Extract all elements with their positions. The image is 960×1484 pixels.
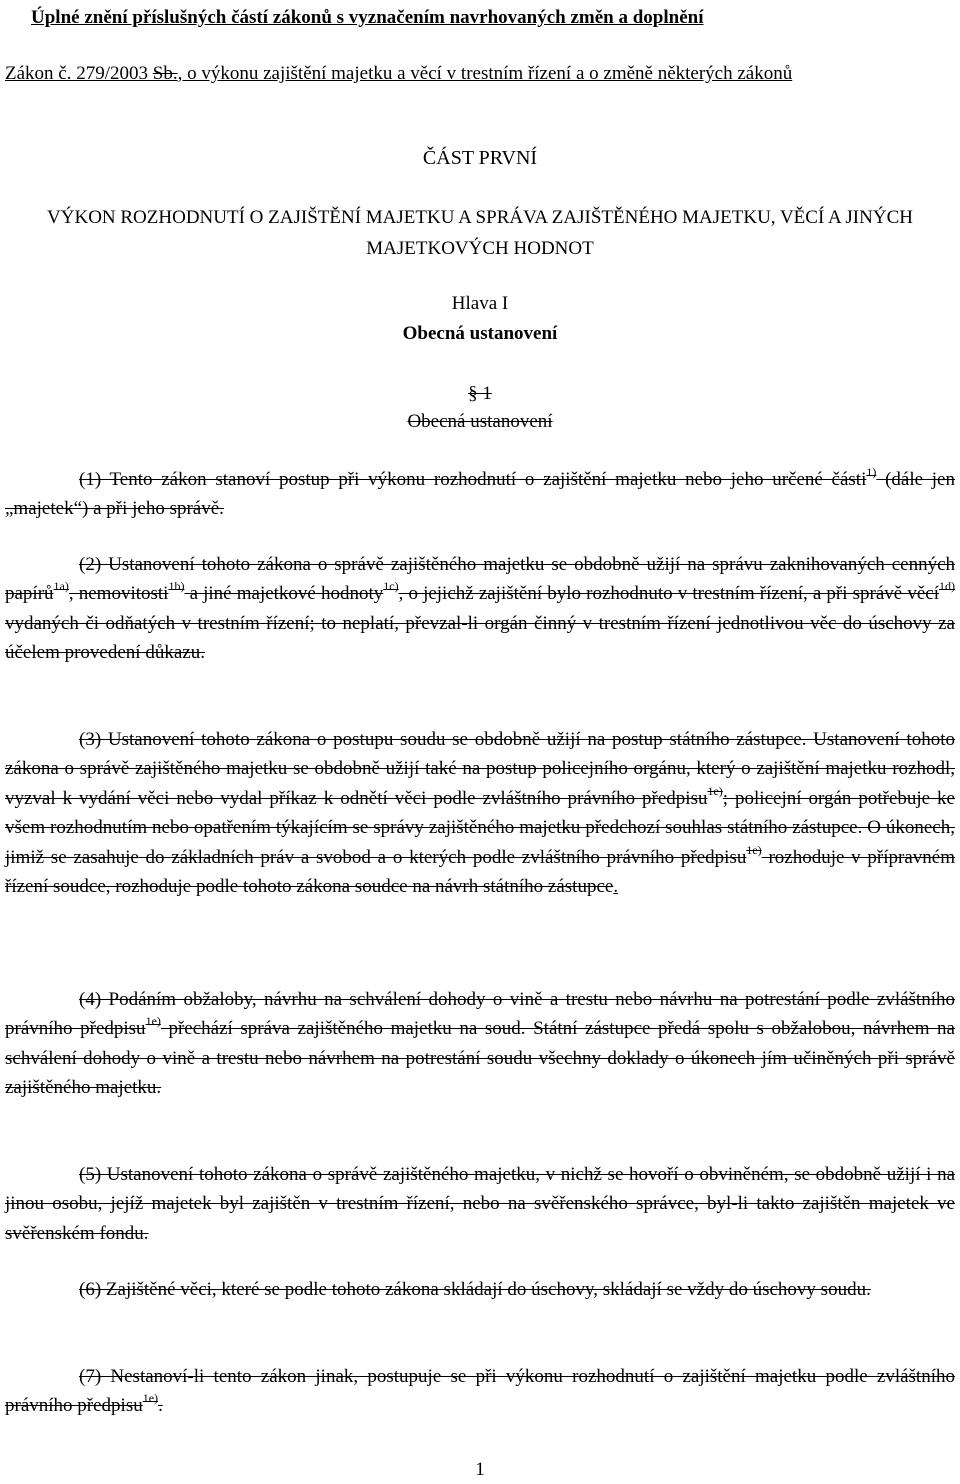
paragraph-3-text: ; policejní orgán potřebuje ke všem rozhodnutím nebo opatřením týkajícím se správy zajištěného majetku předchozí souhlas státního zástupce. O úkonech, jimiž se zasahuje do základních práv a svobod a o kterých podle zvláštního právního předpisu — [5, 787, 955, 868]
paragraph-6-text: (6) Zajištěné věci, které se podle tohoto zákona skládají do úschovy, skládají se vždy do úschovy soudu. — [79, 1279, 871, 1300]
footnote-ref: 1d) — [939, 579, 955, 594]
footnote-ref: 1a) — [53, 579, 69, 594]
chapter-name: Obecná ustanovení — [402, 323, 558, 344]
paragraph-3-text: rozhoduje v přípravném řízení soudce, rozhoduje podle tohoto zákona soudce na návrh státního zástupce — [5, 846, 955, 898]
section-name: Obecná ustanovení — [407, 411, 553, 432]
paragraph-3-text: (3) Ustanovení tohoto zákona o postupu soudu se obdobně užijí na postup státního zástupce. — [79, 729, 807, 750]
paragraph-4-text: (4) Podáním obžaloby, návrhu na schválení dohody o vině a trestu nebo návrhu na potrestání podle zvláštního právního předpisu — [5, 989, 955, 1040]
law-title — [5, 58, 955, 90]
footnote-ref: 1b) — [168, 579, 185, 594]
law-title-prefix: Zákon č. 279/2003 — [5, 63, 153, 84]
footnote-ref: 1e) — [746, 842, 762, 857]
paragraph-2-text: , o jejichž zajištění bylo rozhodnuto v trestním řízení, a při správě věcí — [398, 583, 939, 605]
paragraph-1-text: . — [219, 498, 224, 520]
law-title-rest: , o výkonu zajištění majetku a věcí v trestním řízení a o změně některých zákonů — [177, 63, 793, 84]
paragraph-2-text: (2) Ustanovení tohoto zákona o správě zajištěného majetku se obdobně užijí na správu zaknihovaných cenných papírů — [5, 554, 955, 605]
paragraph-1-text: (dále jen „majetek“) a při jeho správě — [5, 469, 955, 520]
document-header: Úplné znění příslušných částí zákonů s vyznačením navrhovaných změn a doplnění — [31, 7, 704, 28]
paragraph-1-text: (1) Tento zákon stanoví postup při výkonu rozhodnutí o zajištění majetku nebo jeho určené části — [79, 469, 867, 490]
paragraph-3 — [5, 725, 955, 901]
paragraph-4 — [5, 985, 955, 1103]
section-number: § 1 — [468, 383, 492, 404]
paragraph-1 — [5, 465, 955, 524]
paragraph-3-text: Ustanovení tohoto zákona o správě zajištěného majetku se obdobně užijí také na postup policejního orgánu, který o zajištění majetku rozhodl, vyzval k vydání věci nebo vydal příkaz k odnětí věci podle zvláštního právního předpisu — [5, 729, 955, 809]
paragraph-2-text: , nemovitosti — [68, 583, 169, 605]
law-title-sb: Sb. — [152, 63, 178, 84]
paragraph-7-text: (7) Nestanoví-li tento zákon jinak, postupuje se při výkonu rozhodnutí o zajištění majetku podle zvláštního právního předpisu — [5, 1366, 955, 1417]
paragraph-2-text: a jiné majetkové hodnoty — [184, 583, 384, 605]
footnote-ref: 1e) — [145, 1014, 161, 1029]
paragraph-6 — [5, 1275, 955, 1304]
footnote-ref: 1) — [866, 465, 877, 479]
paragraph-4-text: přechází správa zajištěného majetku na soud. Státní zástupce předá spolu s obžalobou, návrhem na schválení dohody o vině a trestu nebo návrhem na potrestání soudu všechny doklady o úkonech jím učiněných při správě zajištěného majetku. — [5, 1018, 955, 1099]
paragraph-3-text: . — [613, 876, 619, 898]
paragraph-5-text: (5) Ustanovení tohoto zákona o správě zajištěného majetku, v nichž se hovoří o obviněném, se obdobně užijí i na jinou osobu, jejíž majetek byl zajištěn v trestním řízení, nebo na svěřenského správce, byl-li takto zajištěn majetek ve svěřenském fondu. — [5, 1164, 955, 1244]
part-label: ČÁST PRVNÍ — [422, 147, 538, 169]
chapter-label: Hlava I — [451, 293, 509, 314]
paragraph-7-text: . — [158, 1395, 163, 1417]
paragraph-5 — [5, 1160, 955, 1248]
paragraph-7 — [5, 1362, 955, 1421]
footnote-ref: 1e) — [707, 783, 723, 798]
page-number: 1 — [475, 1459, 485, 1480]
footnote-ref: 1c) — [383, 579, 399, 594]
footnote-ref: 1e) — [142, 1391, 159, 1406]
paragraph-2 — [5, 550, 955, 668]
part-name: VÝKON ROZHODNUTÍ O ZAJIŠTĚNÍ MAJETKU A SPRÁVA ZAJIŠTĚNÉHO MAJETKU, VĚCÍ A JINÝCH MAJETKOVÝCH HODNOT — [47, 207, 913, 259]
paragraph-2-text: vydaných či odňatých v trestním řízení; to neplatí, převzal-li orgán činný v trestním řízení jednotlivou věc do úschovy za účelem provedení důkazu. — [5, 612, 955, 664]
